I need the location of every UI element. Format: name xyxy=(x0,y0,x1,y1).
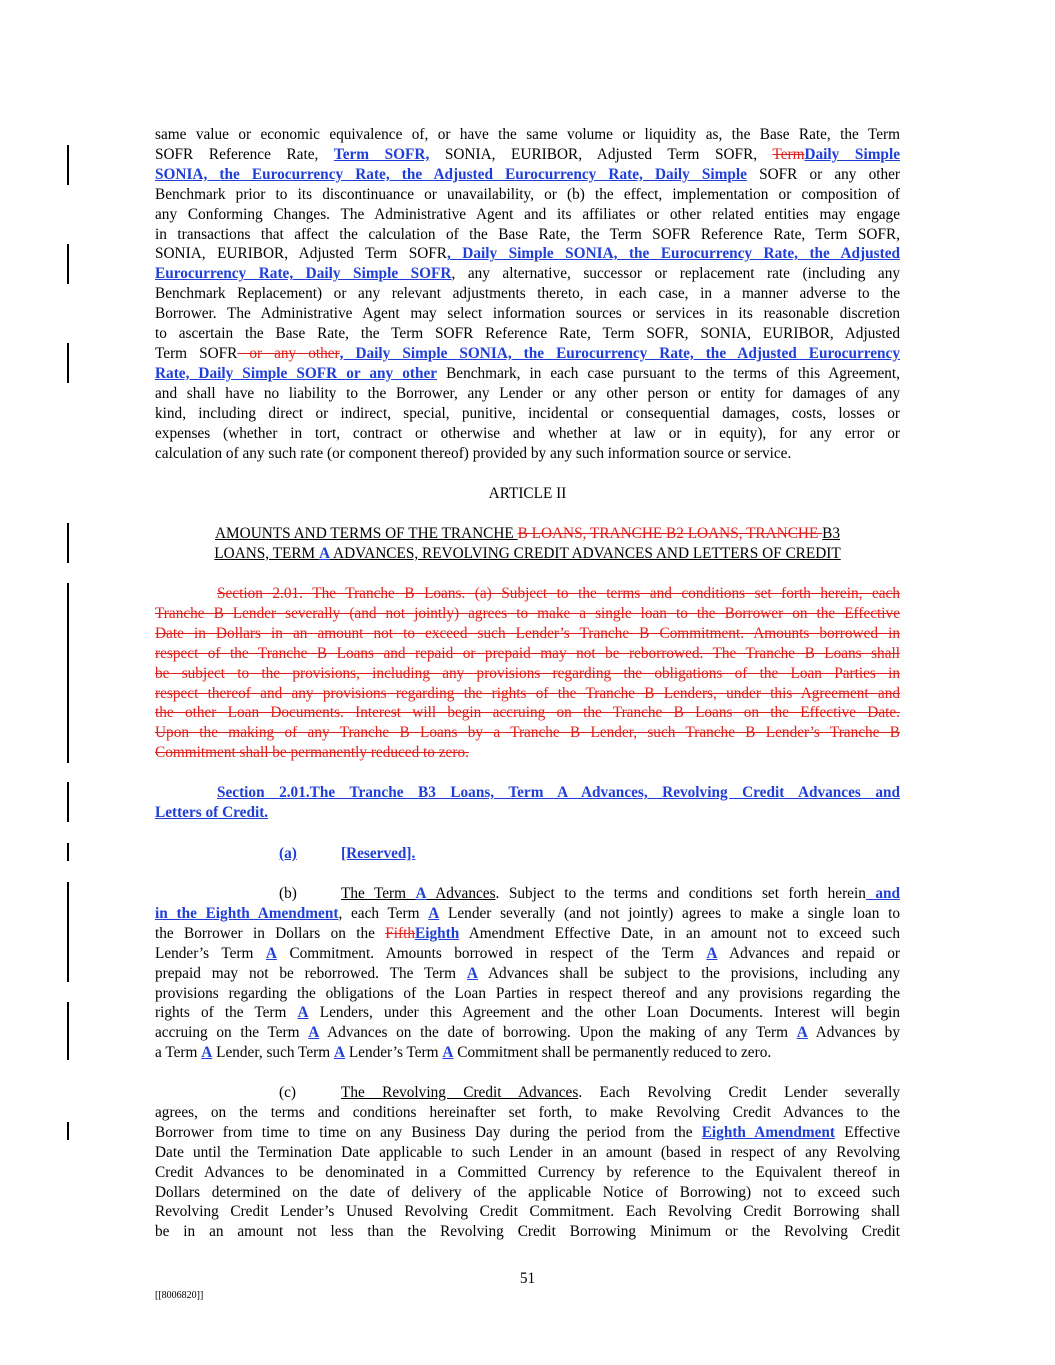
inserted-text: (a) xyxy=(279,845,297,862)
text-line: the other Loan Documents. Interest will begin accruing on the Tranche B Loans on the Effective Date. xyxy=(155,704,900,722)
document-id: [[8006820]] xyxy=(155,1290,204,1301)
inserted-text: in the Eighth Amendment xyxy=(155,904,339,922)
text-line: be in an amount not less than the Revolving Credit Borrowing Minimum or the Revolving Credit xyxy=(155,1223,900,1241)
text-line: the Borrower in Dollars on the FifthEighth Amendment Effective Date, in an amount not to exceed such xyxy=(155,924,900,942)
text-line: provisions regarding the obligations of the Loan Parties in respect thereof and any provisions regarding the xyxy=(155,984,900,1002)
subsection-a xyxy=(155,844,900,864)
inserted-text: , Daily Simple SONIA, the Eurocurrency Rate, the Adjusted xyxy=(446,245,900,263)
deleted-text: B LOANS, TRANCHE B2 LOANS, TRANCHE xyxy=(517,525,823,542)
text-line: accruing on the Term A Advances on the date of borrowing. Upon the making of any Term A Advances by xyxy=(155,1024,900,1042)
inserted-text: A xyxy=(201,1044,213,1062)
inserted-text: A xyxy=(308,1024,320,1042)
change-bar xyxy=(67,882,69,982)
subsection-c xyxy=(155,1083,900,1242)
text-line: respect thereof and any provisions regarding the rights of the Tranche B Lenders, under this Agreement and xyxy=(155,684,900,702)
text-line: in transactions that affect the calculation of the Base Rate, the Term SOFR Reference Rate, Term SOFR, xyxy=(155,225,900,243)
inserted-text: Term SOFR, xyxy=(333,145,430,163)
inserted-text: Rate, Daily Simple SOFR or any other xyxy=(155,364,438,382)
deleted-text: Term xyxy=(772,145,805,163)
inserted-text: A xyxy=(265,944,277,962)
text-line: in the Eighth Amendment, each Term A Lender severally (and not jointly) agrees to make a single loan to xyxy=(155,904,900,922)
heading-line: LOANS, TERM A ADVANCES, REVOLVING CREDIT ADVANCES AND LETTERS OF CREDIT xyxy=(214,544,841,562)
text-line: be subject to the provisions, including any provisions regarding the obligations of the Loan Parties in xyxy=(155,664,900,682)
inserted-text: Eighth xyxy=(415,924,460,942)
text-line: prepaid may not be reborrowed. The Term A Advances shall be subject to the provisions, including any xyxy=(155,964,900,982)
text-line: any Conforming Changes. The Administrative Agent and its affiliates or other related entities may engage xyxy=(155,205,900,223)
article-title: ARTICLE II xyxy=(488,485,567,502)
change-bar xyxy=(67,343,69,383)
article-heading xyxy=(155,524,900,564)
text-line: Revolving Credit Lender’s Unused Revolving Credit Commitment. Each Revolving Credit Borrowing shall xyxy=(155,1203,900,1221)
text-line: (c) The Revolving Credit Advances. Each Revolving Credit Lender severally xyxy=(279,1084,901,1101)
text-line: Date until the Termination Date applicable to such Lender in an amount (based in respect of any Revolving xyxy=(155,1143,900,1161)
change-bar xyxy=(67,1002,69,1060)
text-line: Eurocurrency Rate, Daily Simple SOFR, any alternative, successor or replacement rate (including any xyxy=(155,265,901,283)
inserted-text: A xyxy=(428,904,440,922)
text-line: SONIA, EURIBOR, Adjusted Term SOFR, Daily Simple SONIA, the Eurocurrency Rate, the Adjusted xyxy=(155,245,900,263)
text-line: Commitment shall be permanently reduced to zero. xyxy=(155,744,469,762)
inserted-text: A xyxy=(318,544,331,562)
deleted-text: Fifth xyxy=(385,924,415,942)
inserted-text: A xyxy=(442,1044,454,1062)
text-line: same value or economic equivalence of, or have the same volume or liquidity as, the Base Rate, the Term xyxy=(155,126,900,143)
text-line: kind, including direct or indirect, special, punitive, incidental or consequential damages, costs, losses or xyxy=(155,404,900,422)
inserted-text: A xyxy=(466,964,478,982)
deleted-text: or any other xyxy=(237,344,340,362)
text-line: rights of the Term A Lenders, under this Agreement and the other Loan Documents. Interest will begin xyxy=(155,1004,900,1022)
text-line: Borrower. The Administrative Agent may select information sources or services in its reasonable discretion xyxy=(155,305,900,323)
heading-line: AMOUNTS AND TERMS OF THE TRANCHE B LOANS, TRANCHE B2 LOANS, TRANCHE B3 xyxy=(215,525,840,542)
inserted-text: and xyxy=(865,885,900,902)
inserted-text: A xyxy=(333,1044,346,1062)
text-line: agrees, on the terms and conditions hereinafter set forth, to make Revolving Credit Advances to the xyxy=(155,1103,900,1121)
text-line: Benchmark prior to its discontinuance or unavailability, or (b) the effect, implementation or composition of xyxy=(155,185,900,203)
text-line: Upon the making of any Tranche B Loans by a Tranche B Lender, such Tranche B Lender’s Tranche B xyxy=(155,724,900,742)
inserted-text: A xyxy=(706,944,718,962)
change-bar xyxy=(67,583,69,763)
change-bar xyxy=(67,843,69,861)
inserted-text: Daily Simple xyxy=(804,145,900,163)
text-line: a Term A Lender, such Term A Lender’s Term A Commitment shall be permanently reduced to zero. xyxy=(155,1044,772,1062)
inserted-text: Letters of Credit. xyxy=(155,803,269,821)
inserted-text: Eighth Amendment xyxy=(701,1123,836,1141)
text-line: Section 2.01. The Tranche B Loans. (a) Subject to the terms and conditions set forth herein, each xyxy=(217,585,900,602)
inserted-text: , Daily Simple SONIA, the Eurocurrency Rate, the Adjusted Eurocurrency xyxy=(339,344,900,362)
text-line: Term SOFR or any other, Daily Simple SONIA, the Eurocurrency Rate, the Adjusted Eurocurrency xyxy=(155,344,900,362)
page-number: 51 xyxy=(519,1270,536,1287)
text-line: Benchmark Replacement) or any relevant adjustments thereto, in each case, in a manner adverse to the xyxy=(155,285,900,303)
text-line: and shall have no liability to the Borrower, any Lender or any other person or entity for damages of any xyxy=(155,384,900,402)
text-line: (b) The Term A Advances. Subject to the terms and conditions set forth herein and xyxy=(279,885,900,902)
subsection-b xyxy=(155,884,900,1063)
text-line: Borrower from time to time on any Business Day during the period from the Eighth Amendment Effective xyxy=(155,1123,900,1141)
text-line: Dollars determined on the date of delivery of the applicable Notice of Borrowing) not to exceed such xyxy=(155,1183,900,1201)
text-line xyxy=(155,783,900,803)
inserted-text: Section 2.01.The Tranche B3 Loans, Term A Advances, Revolving Credit Advances and xyxy=(217,784,900,801)
text-line xyxy=(155,844,900,864)
change-bar xyxy=(67,1122,69,1140)
change-bar xyxy=(67,145,69,185)
text-line: respect of the Tranche B Loans and repaid or prepaid may not be reborrowed. The Tranche B Loans shall xyxy=(155,644,900,662)
change-bar xyxy=(67,523,69,563)
new-section-heading xyxy=(155,783,900,823)
text-line: Rate, Daily Simple SOFR or any other Benchmark, in each case pursuant to the terms of this Agreement, xyxy=(155,364,900,382)
inserted-text: A xyxy=(796,1024,808,1042)
inserted-text: A xyxy=(297,1004,309,1022)
change-bar xyxy=(67,782,69,822)
text-line: SONIA, the Eurocurrency Rate, the Adjusted Eurocurrency Rate, Daily Simple SOFR or any other xyxy=(155,165,900,183)
inserted-text: SONIA, the Eurocurrency Rate, the Adjusted Eurocurrency Rate, Daily Simple xyxy=(155,165,747,183)
deleted-section xyxy=(155,584,900,763)
text-line: SOFR Reference Rate, Term SOFR, SONIA, EURIBOR, Adjusted Term SOFR, TermDaily Simple xyxy=(155,145,900,163)
change-bar xyxy=(67,244,69,284)
inserted-text: [Reserved]. xyxy=(341,845,416,862)
text-line: Credit Advances to be denominated in a Committed Currency by reference to the Equivalent thereof in xyxy=(155,1163,900,1181)
text-line xyxy=(155,803,900,823)
continued-paragraph xyxy=(155,125,900,463)
text-line: Tranche B Lender severally (and not jointly) agrees to make a single loan to the Borrower on the Effective xyxy=(155,604,900,622)
text-line: expenses (whether in tort, contract or otherwise and whether at law or in equity), for any error or xyxy=(155,424,900,442)
text-line: Lender’s Term A Commitment. Amounts borrowed in respect of the Term A Advances and repaid or xyxy=(155,944,900,962)
inserted-text: A xyxy=(415,885,427,902)
text-line: calculation of any such rate (or component thereof) provided by any such information source or service. xyxy=(155,444,792,462)
text-line: to ascertain the Base Rate, the Term SOFR Reference Rate, Term SOFR, SONIA, EURIBOR, Adjusted xyxy=(155,325,900,343)
inserted-text: Eurocurrency Rate, Daily Simple SOFR xyxy=(155,265,452,283)
text-line: Date in Dollars in an amount not to exceed such Lender’s Tranche B Commitment. Amounts borrowed in xyxy=(155,624,900,642)
